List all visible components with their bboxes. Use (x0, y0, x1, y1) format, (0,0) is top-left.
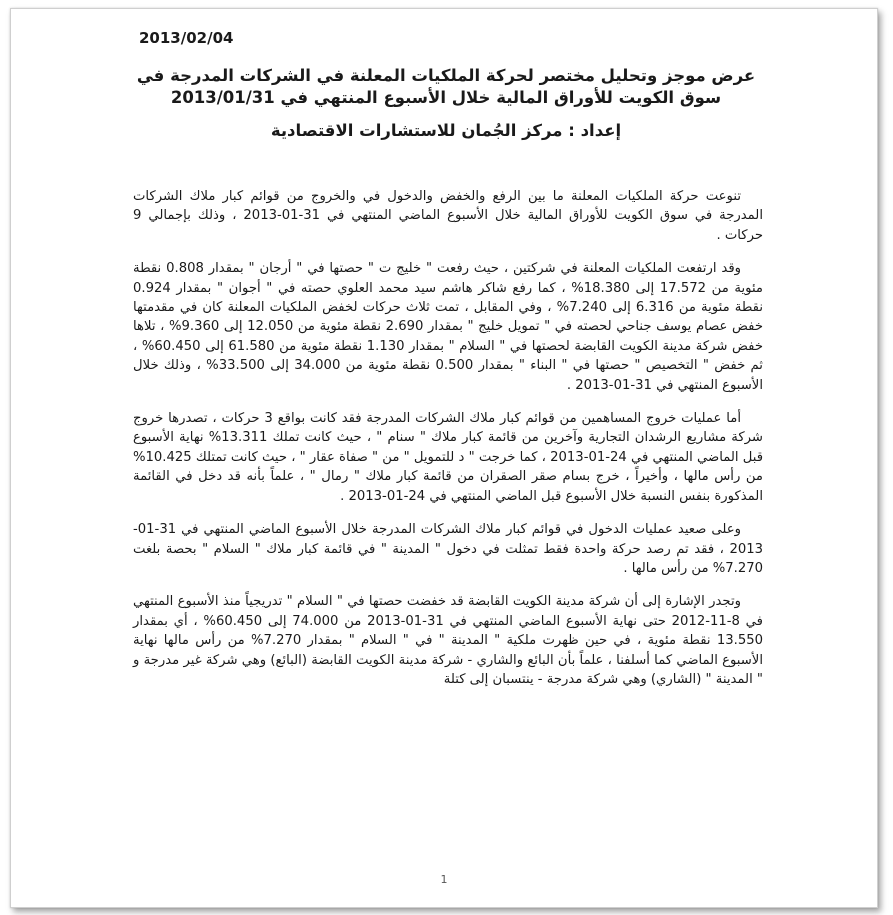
document-title: عرض موجز وتحليل مختصر لحركة الملكيات المعلنة في الشركات المدرجة في سوق الكويت للأوراق المالية خلال الأسبوع المنتهي في 2013/01/31 (136, 66, 756, 107)
paragraph-5: وتجدر الإشارة إلى أن شركة مدينة الكويت القابضة قد خفضت حصتها في " السلام " تدريجياً منذ الأسبوع المنتهي في 8-11-2012 حتى نهاية الأسبوع الماضي المنتهي في 31-01-2013 من 74.000 إلى 60.450% ، أي بمقدار 13.550 نقطة مئوية ، في حين ظهرت ملكية " المدينة " في " السلام " بمقدار 7.270% من رأس مالها نهاية الأسبوع الماضي كما أسلفنا ، علماً بأن البائع والشاري - شركة مدينة الكويت القابضة (البائع) وهي شركة غير مدرجة و " المدينة " (الشاري) وهي شركة مدرجة - ينتسبان إلى كتلة (133, 594, 763, 687)
document-date: 2013/02/04 (139, 29, 234, 47)
page-number: 1 (440, 873, 448, 886)
paragraph-4: وعلى صعيد عمليات الدخول في قوائم كبار ملاك الشركات المدرجة خلال الأسبوع الماضي المنتهي في 31-01-2013 ، فقد تم رصد حركة واحدة فقط تمثلت في دخول " المدينة " في قائمة كبار ملاك " السلام " بحصة بلغت 7.270% من رأس مالها . (133, 522, 763, 576)
document-author: إعداد : مركز الجُمان للاستشارات الاقتصادية (270, 121, 622, 140)
paragraph-3: أما عمليات خروج المساهمين من قوائم كبار ملاك الشركات المدرجة فقد كانت بواقع 3 حركات ، تصدرها خروج شركة مشاريع الرشدان التجارية وآخرين من قائمة كبار ملاك " سنام " ، حيث كانت تملك 13.311% نهاية الأسبوع قبل الماضي المنتهي في 24-01-2013 ، كما خرجت " د للتمويل " من " صفاة عقار " ، حيث كانت تمتلك 10.425% من رأس مالها ، وأخيراً ، خرج بسام صقر الصقران من قائمة كبار ملاك " رمال " ، علماً بأنه قد دخل في القائمة المذكورة بنفس النسبة خلال الأسبوع قبل الماضي المنتهي في 24-01-2013 . (133, 411, 763, 504)
document-page (10, 8, 878, 908)
document-body (133, 187, 763, 703)
paragraph-2: وقد ارتفعت الملكيات المعلنة في شركتين ، حيث رفعت " خليج ت " حصتها في " أرجان " بمقدار 0.808 نقطة مئوية من 17.572 إلى 18.380% ، كما رفع شاكر هاشم سيد محمد العلوي حصته في " أجوان " بمقدار 0.924 نقطة مئوية من 6.316 إلى 7.240% ، وفي المقابل ، تمت ثلاث حركات لخفض الملكيات المعلنة كان في مقدمتها خفض عصام يوسف جناحي لحصته في " تمويل خليج " بمقدار 2.690 نقطة مئوية من 12.050 إلى 9.360% ، تلاها خفض شركة مدينة الكويت القابضة لحصتها في " السلام " بمقدار 1.130 نقطة مئوية من 61.580 إلى 60.450% ، ثم خفض " التخصيص " حصتها في " البناء " بمقدار 0.500 نقطة مئوية من 34.000 إلى 33.500% ، وذلك خلال الأسبوع المنتهي في 31-01-2013 . (133, 261, 764, 393)
paragraph-1: تنوعت حركة الملكيات المعلنة ما بين الرفع والخفض والدخول في والخروج من قوائم كبار ملاك الشركات المدرجة في سوق الكويت للأوراق المالية خلال الأسبوع الماضي المنتهي في 31-01-2013 ، وذلك بإجمالي 9 حركات . (133, 189, 763, 243)
